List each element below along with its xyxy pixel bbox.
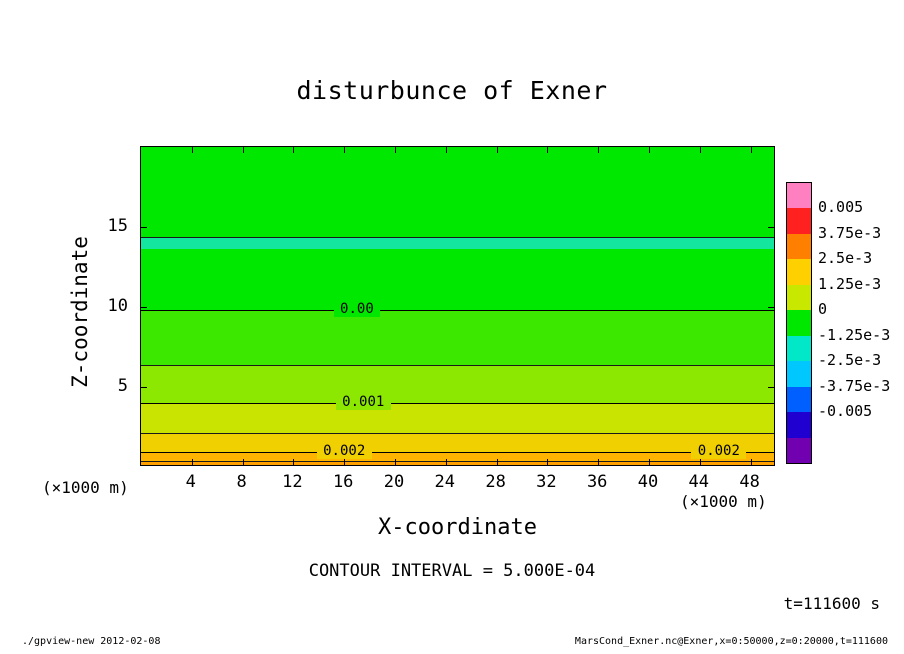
contour-band xyxy=(141,147,774,237)
y-tick xyxy=(141,307,147,308)
contour-band xyxy=(141,237,774,250)
contour-label: 0.001 xyxy=(336,395,391,410)
x-tick-top xyxy=(395,147,396,153)
colorbar-cell xyxy=(787,285,811,310)
contour-line-minor xyxy=(141,365,774,366)
contour-line-minor xyxy=(141,461,774,462)
contour-band xyxy=(141,365,774,403)
x-tick-label: 32 xyxy=(536,472,557,492)
y-tick-label: 5 xyxy=(117,376,128,396)
colorbar-cell xyxy=(787,438,811,463)
x-tick-label: 20 xyxy=(383,472,405,492)
y-tick-label: 10 xyxy=(107,296,128,316)
x-tick xyxy=(598,459,599,465)
colorbar-label: -1.25e-3 xyxy=(818,325,891,344)
colorbar-cell xyxy=(787,234,811,259)
contour-band xyxy=(141,433,774,451)
contour-label: 0.002 xyxy=(317,444,372,459)
x-tick xyxy=(395,459,396,465)
footer-left-text: ./gpview-new 2012-02-08 xyxy=(22,636,161,647)
x-tick-top xyxy=(446,147,447,153)
x-axis-title: X-coordinate xyxy=(378,515,537,540)
contour-line-major xyxy=(141,452,774,453)
y-tick xyxy=(141,387,147,388)
colorbar-label: -2.5e-3 xyxy=(818,351,882,370)
x-tick-label: 12 xyxy=(282,472,303,492)
x-axis-unit-right: (×1000 m) xyxy=(680,492,767,511)
colorbar-label: 1.25e-3 xyxy=(818,274,882,293)
x-tick-label: 8 xyxy=(236,472,247,492)
x-tick-top xyxy=(700,147,701,153)
y-tick-label: 15 xyxy=(107,216,128,236)
page-title: disturbunce of Exner xyxy=(296,76,608,105)
x-tick-top xyxy=(649,147,650,153)
x-tick-top xyxy=(497,147,498,153)
x-tick-top xyxy=(751,147,752,153)
x-tick xyxy=(649,459,650,465)
x-tick-label: 44 xyxy=(688,472,710,492)
x-tick xyxy=(446,459,447,465)
x-tick-top xyxy=(598,147,599,153)
plot-area xyxy=(140,146,775,466)
y-tick xyxy=(141,227,147,228)
contour-line-minor xyxy=(141,237,774,238)
colorbar-cell xyxy=(787,412,811,437)
colorbar-label: -0.005 xyxy=(818,402,873,421)
contour-band xyxy=(141,249,774,310)
x-tick xyxy=(497,459,498,465)
time-stamp: t=111600 s xyxy=(783,594,880,613)
colorbar-cell xyxy=(787,310,811,335)
y-tick-right xyxy=(768,307,774,308)
contour-label: 0.002 xyxy=(691,444,746,459)
x-tick xyxy=(700,459,701,465)
x-tick xyxy=(243,459,244,465)
colorbar-cell xyxy=(787,336,811,361)
x-axis-unit-left: (×1000 m) xyxy=(42,478,129,497)
colorbar-label: 3.75e-3 xyxy=(818,223,882,242)
colorbar-label: 0 xyxy=(818,300,828,319)
contour-line-major xyxy=(141,310,774,311)
contour-line-minor xyxy=(141,433,774,434)
contour-band xyxy=(141,403,774,433)
x-tick xyxy=(547,459,548,465)
x-tick-label: 24 xyxy=(434,472,456,492)
x-tick-label: 28 xyxy=(485,472,506,492)
x-tick xyxy=(192,459,193,465)
x-tick-top xyxy=(344,147,345,153)
x-tick-top xyxy=(243,147,244,153)
x-tick-top xyxy=(192,147,193,153)
colorbar-cell xyxy=(787,361,811,386)
x-tick-label: 40 xyxy=(637,472,659,492)
y-axis-title: Z-coordinate xyxy=(68,236,92,388)
x-tick xyxy=(293,459,294,465)
colorbar-label: 0.005 xyxy=(818,198,864,217)
x-tick-top xyxy=(293,147,294,153)
colorbar-cell xyxy=(787,259,811,284)
x-tick-label: 36 xyxy=(586,472,608,492)
x-tick-label: 48 xyxy=(739,472,760,492)
footer-right-text: MarsCond_Exner.nc@Exner,x=0:50000,z=0:20000,t=111600 xyxy=(574,636,888,647)
x-tick-label: 4 xyxy=(185,472,196,492)
contour-band xyxy=(141,452,774,462)
contour-label: 0.00 xyxy=(334,302,380,317)
colorbar xyxy=(786,182,812,464)
contour-interval-text: CONTOUR INTERVAL = 5.000E-04 xyxy=(308,561,596,581)
x-tick-top xyxy=(547,147,548,153)
colorbar-label: 2.5e-3 xyxy=(818,249,873,268)
colorbar-label: -3.75e-3 xyxy=(818,376,891,395)
y-tick-right xyxy=(768,227,774,228)
colorbar-cell xyxy=(787,208,811,233)
contour-line-major xyxy=(141,403,774,404)
x-tick xyxy=(344,459,345,465)
contour-band xyxy=(141,310,774,364)
x-tick-label: 16 xyxy=(332,472,354,492)
x-tick xyxy=(751,459,752,465)
colorbar-cell xyxy=(787,183,811,208)
colorbar-cell xyxy=(787,387,811,412)
y-tick-right xyxy=(768,387,774,388)
